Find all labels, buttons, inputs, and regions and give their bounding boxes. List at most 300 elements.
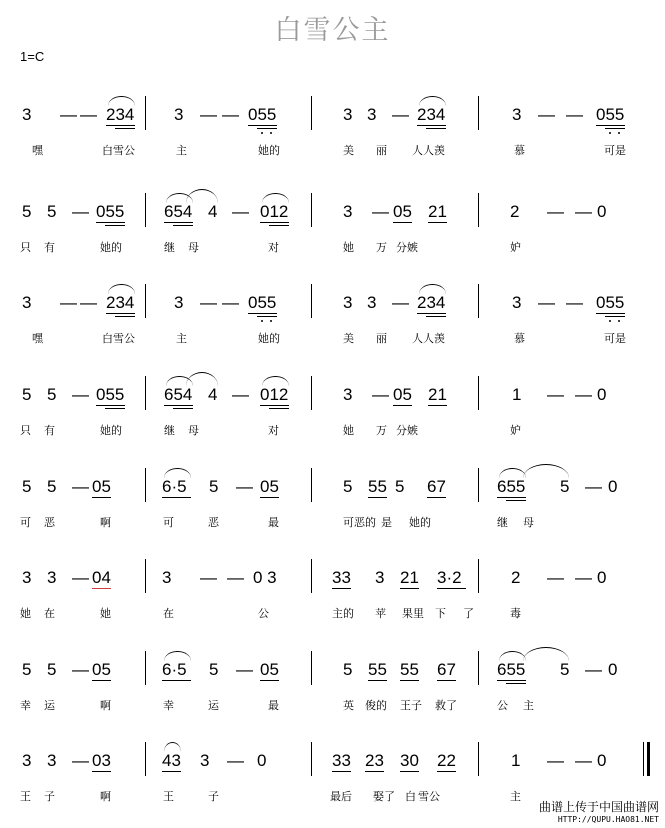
bar-line: [478, 468, 479, 502]
note: 5: [47, 202, 57, 221]
beam-line: [437, 680, 456, 681]
bar-line: [478, 96, 479, 130]
beam-line: [92, 588, 111, 589]
beam-line: [164, 405, 193, 406]
lyric-syllable: 在: [163, 607, 174, 620]
note: 3: [512, 293, 522, 312]
low-octave-dot: [618, 132, 620, 134]
final-bar-thin: [643, 742, 644, 776]
beam-line-2: [605, 316, 625, 317]
beam-line: [400, 680, 419, 681]
lyric-syllable: 王子: [400, 699, 422, 712]
bar-line: [311, 651, 312, 685]
note: 055: [248, 293, 277, 312]
lyric-syllable: 她的: [409, 516, 431, 529]
note: —: [227, 751, 244, 770]
note: 23: [365, 751, 384, 770]
beam-line: [497, 497, 526, 498]
lyric-syllable: 人人羡: [412, 144, 445, 157]
note: 3: [22, 105, 32, 124]
lyric-syllable: 继: [164, 424, 175, 437]
note: —: [200, 293, 217, 312]
note: —: [80, 293, 97, 312]
note: 2: [510, 202, 520, 221]
slur: [419, 96, 446, 106]
bar-line: [478, 284, 479, 318]
beam-line-2: [105, 225, 125, 226]
site-credit: [539, 798, 659, 824]
note: 655: [497, 477, 526, 496]
note: 3·2: [437, 568, 462, 587]
slur: [499, 468, 526, 478]
bar-line: [311, 559, 312, 593]
note: 05: [92, 477, 111, 496]
lyric-syllable: 美: [343, 332, 354, 345]
note: 1: [512, 385, 522, 404]
bar-line: [145, 742, 146, 776]
lyric-syllable: 主的: [332, 607, 354, 620]
bar-line: [145, 468, 146, 502]
lyric-syllable: 子: [208, 790, 219, 803]
lyric-syllable: 公: [497, 699, 508, 712]
beam-line: [164, 222, 193, 223]
beam-line-2: [506, 683, 526, 684]
note: 33: [332, 568, 351, 587]
lyric-syllable: 苹: [375, 607, 386, 620]
beam-line: [400, 588, 419, 589]
slur: [164, 742, 181, 752]
lyric-syllable: 母: [188, 241, 199, 254]
lyric-syllable: 母: [188, 424, 199, 437]
beam-line: [428, 405, 447, 406]
note: 05: [393, 385, 412, 404]
note: 55: [400, 660, 419, 679]
note: 4: [208, 385, 218, 404]
beam-line-2: [115, 128, 135, 129]
beam-line: [92, 497, 111, 498]
note: —: [222, 105, 239, 124]
note: —: [236, 477, 253, 496]
lyric-syllable: 她: [343, 241, 354, 254]
lyric-syllable: 主: [510, 790, 521, 803]
beam-line: [106, 313, 135, 314]
note: 0: [597, 385, 607, 404]
lyric-syllable: 她的: [258, 332, 280, 345]
beam-line: [596, 125, 625, 126]
slur: [262, 193, 289, 203]
note: 055: [596, 293, 625, 312]
lyric-syllable: 可: [163, 516, 174, 529]
note: —: [80, 105, 97, 124]
lyric-syllable: 丽: [376, 144, 387, 157]
lyric-syllable: 救了: [435, 699, 457, 712]
beam-line: [260, 222, 289, 223]
low-octave-dot: [618, 320, 620, 322]
note: —: [72, 751, 89, 770]
note: 05: [260, 660, 279, 679]
note: 5: [560, 477, 570, 496]
bar-line: [311, 193, 312, 227]
lyric-syllable: 继: [497, 516, 508, 529]
lyric-syllable: 母: [523, 516, 534, 529]
slur: [164, 651, 191, 661]
lyric-syllable: 运: [44, 699, 55, 712]
note: 3: [375, 568, 385, 587]
note: 012: [260, 202, 289, 221]
note: 0 3: [253, 568, 277, 587]
lyric-syllable: 嘿: [32, 332, 43, 345]
lyric-syllable: 啊: [100, 790, 111, 803]
lyric-syllable: 她的: [100, 424, 122, 437]
beam-line: [437, 588, 466, 589]
note: —: [72, 660, 89, 679]
lyric-syllable: 英: [343, 699, 354, 712]
note: 5: [22, 202, 32, 221]
note: 05: [260, 477, 279, 496]
note: 055: [96, 385, 125, 404]
note: 055: [248, 105, 277, 124]
lyric-syllable: 慕: [514, 332, 525, 345]
note: —: [585, 477, 602, 496]
low-octave-dot: [270, 320, 272, 322]
note: 5: [209, 477, 219, 496]
lyric-syllable: 主: [176, 332, 187, 345]
beam-line: [162, 680, 191, 681]
note: 0: [597, 202, 607, 221]
note: 21: [428, 202, 447, 221]
beam-line-2: [115, 316, 135, 317]
note: 5: [209, 660, 219, 679]
note: —: [538, 293, 555, 312]
note: 55: [368, 660, 387, 679]
slur: [499, 651, 526, 661]
beam-line-2: [173, 225, 193, 226]
bar-line: [311, 96, 312, 130]
beam-line: [106, 125, 135, 126]
beam-line: [393, 405, 412, 406]
key-signature: 1=C: [20, 49, 45, 64]
note: —: [372, 202, 389, 221]
note: —: [232, 202, 249, 221]
beam-line: [248, 125, 277, 126]
beam-line: [248, 313, 277, 314]
note: 30: [400, 751, 419, 770]
note: —: [392, 293, 409, 312]
beam-line: [365, 771, 384, 772]
note: 0: [597, 568, 607, 587]
note: —: [232, 385, 249, 404]
lyric-syllable: 毒: [510, 607, 521, 620]
beam-line-2: [257, 128, 277, 129]
note: 3: [367, 105, 377, 124]
lyric-syllable: 可是: [604, 332, 626, 345]
lyric-syllable: 可: [20, 516, 31, 529]
bar-line: [145, 193, 146, 227]
note: —: [60, 105, 77, 124]
beam-line: [437, 771, 456, 772]
note: 5: [343, 477, 353, 496]
lyric-syllable: 俊的: [365, 699, 387, 712]
note: —: [547, 751, 564, 770]
lyric-syllable: 对: [268, 241, 279, 254]
final-bar-thick: [647, 742, 650, 776]
lyric-syllable: 继: [164, 241, 175, 254]
credit-site: 曲谱上传于中国曲谱网: [538, 800, 659, 814]
note: 5: [22, 477, 32, 496]
low-octave-dot: [609, 320, 611, 322]
bar-line: [145, 284, 146, 318]
note: 5: [560, 660, 570, 679]
lyric-syllable: 妒: [510, 424, 521, 437]
note: —: [222, 293, 239, 312]
beam-line: [162, 497, 191, 498]
note: 3: [174, 293, 184, 312]
note: 0: [608, 660, 618, 679]
lyric-syllable: 分嫉: [396, 424, 418, 437]
lyric-syllable: 幸: [163, 699, 174, 712]
note: —: [547, 568, 564, 587]
slur: [164, 468, 191, 478]
note: 3: [162, 568, 172, 587]
tie: [523, 464, 569, 478]
bar-line: [145, 559, 146, 593]
beam-line: [92, 771, 111, 772]
note: 21: [400, 568, 419, 587]
lyric-syllable: 最: [268, 699, 279, 712]
lyric-syllable: 公: [258, 607, 269, 620]
bar-line: [145, 96, 146, 130]
note: 22: [437, 751, 456, 770]
note: —: [72, 385, 89, 404]
note: 67: [437, 660, 456, 679]
note: —: [200, 568, 217, 587]
note: 234: [417, 293, 446, 312]
lyric-syllable: 啊: [100, 516, 111, 529]
lyric-syllable: 她: [20, 607, 31, 620]
note: 05: [92, 660, 111, 679]
bar-line: [478, 742, 479, 776]
beam-line: [96, 405, 125, 406]
bar-line: [311, 742, 312, 776]
note: 5: [22, 385, 32, 404]
lyric-syllable: 人人羡: [412, 332, 445, 345]
beam-line: [417, 125, 446, 126]
credit-url: HTTP://QUPU.HAO81.NET: [557, 815, 659, 824]
note: 03: [92, 751, 111, 770]
beam-line-2: [173, 408, 193, 409]
note: 21: [428, 385, 447, 404]
beam-line-2: [426, 316, 446, 317]
note: —: [236, 660, 253, 679]
bar-line: [311, 284, 312, 318]
lyric-syllable: 妒: [510, 241, 521, 254]
note: 5: [343, 660, 353, 679]
bar-line: [145, 651, 146, 685]
note: 3: [343, 293, 353, 312]
note: —: [392, 105, 409, 124]
lyric-syllable: 主: [523, 699, 534, 712]
note: 0: [257, 751, 267, 770]
lyric-syllable: 可是: [604, 144, 626, 157]
bar-line: [311, 468, 312, 502]
note: —: [585, 660, 602, 679]
lyric-syllable: 娶了: [373, 790, 395, 803]
lyric-syllable: 主: [176, 144, 187, 157]
note: —: [72, 202, 89, 221]
lyric-syllable: 恶: [44, 516, 55, 529]
bar-line: [145, 376, 146, 410]
beam-line: [96, 222, 125, 223]
lyric-syllable: 最后: [330, 790, 352, 803]
lyric-syllable: 是: [381, 516, 392, 529]
note: 3: [367, 293, 377, 312]
note: 234: [106, 105, 135, 124]
note: 33: [332, 751, 351, 770]
beam-line: [368, 680, 387, 681]
lyric-syllable: 分嫉: [396, 241, 418, 254]
note: 234: [106, 293, 135, 312]
beam-line: [260, 680, 279, 681]
note: 5: [395, 477, 405, 496]
lyric-syllable: 白雪公: [102, 144, 135, 157]
note: 3: [22, 293, 32, 312]
note: —: [547, 385, 564, 404]
note: —: [575, 568, 592, 587]
beam-line: [260, 405, 289, 406]
lyric-syllable: 万: [376, 241, 387, 254]
note: 4: [208, 202, 218, 221]
lyric-syllable: 慕: [514, 144, 525, 157]
beam-line: [368, 497, 387, 498]
note: —: [72, 568, 89, 587]
bar-line: [478, 651, 479, 685]
lyric-syllable: 她的: [258, 144, 280, 157]
lyric-syllable: 子: [44, 790, 55, 803]
lyric-syllable: 只: [20, 424, 31, 437]
slur: [262, 376, 289, 386]
beam-line: [92, 680, 111, 681]
note: 3: [343, 202, 353, 221]
lyric-syllable: 嘿: [32, 144, 43, 157]
note: 5: [47, 385, 57, 404]
beam-line: [428, 222, 447, 223]
beam-line: [596, 313, 625, 314]
lyric-syllable: 她: [343, 424, 354, 437]
lyric-syllable: 在: [44, 607, 55, 620]
lyric-syllable: 可恶的: [343, 516, 376, 529]
beam-line: [427, 497, 446, 498]
lyric-syllable: 运: [208, 699, 219, 712]
tie: [523, 647, 569, 661]
beam-line: [417, 313, 446, 314]
note: 55: [368, 477, 387, 496]
low-octave-dot: [270, 132, 272, 134]
note: 0: [597, 751, 607, 770]
lyric-syllable: 雪公: [418, 790, 440, 803]
beam-line-2: [257, 316, 277, 317]
note: 234: [417, 105, 446, 124]
note: 0: [608, 477, 618, 496]
lyric-syllable: 万: [376, 424, 387, 437]
note: 655: [497, 660, 526, 679]
tie: [186, 372, 218, 386]
note: 3: [47, 751, 57, 770]
note: —: [200, 105, 217, 124]
note: —: [538, 105, 555, 124]
beam-line: [162, 771, 181, 772]
tie: [186, 189, 218, 203]
note: 3: [200, 751, 210, 770]
lyric-syllable: 对: [268, 424, 279, 437]
beam-line-2: [269, 408, 289, 409]
note: 04: [92, 568, 111, 587]
note: 012: [260, 385, 289, 404]
note: 5: [22, 660, 32, 679]
note: 654: [164, 385, 193, 404]
slur: [108, 96, 135, 106]
note: 654: [164, 202, 193, 221]
note: —: [575, 751, 592, 770]
note: —: [566, 293, 583, 312]
beam-line-2: [426, 128, 446, 129]
note: —: [72, 477, 89, 496]
lyric-syllable: 白雪公: [102, 332, 135, 345]
lyric-syllable: 王: [20, 790, 31, 803]
note: 5: [47, 660, 57, 679]
beam-line: [332, 588, 351, 589]
note: 055: [96, 202, 125, 221]
beam-line: [400, 771, 419, 772]
lyric-syllable: 有: [44, 424, 55, 437]
lyric-syllable: 丽: [376, 332, 387, 345]
note: —: [575, 385, 592, 404]
note: —: [547, 202, 564, 221]
beam-line-2: [105, 408, 125, 409]
beam-line: [332, 771, 351, 772]
slur: [419, 284, 446, 294]
beam-line-2: [269, 225, 289, 226]
note: —: [575, 202, 592, 221]
lyric-syllable: 下: [435, 607, 446, 620]
lyric-syllable: 果里: [402, 607, 424, 620]
low-octave-dot: [261, 132, 263, 134]
note: 3: [343, 385, 353, 404]
note: 3: [47, 568, 57, 587]
bar-line: [478, 193, 479, 227]
note: —: [372, 385, 389, 404]
lyric-syllable: 白: [405, 790, 416, 803]
note: 05: [393, 202, 412, 221]
note: 6·5: [162, 660, 187, 679]
note: 2: [511, 568, 521, 587]
bar-line: [478, 559, 479, 593]
note: —: [566, 105, 583, 124]
note: 43: [162, 751, 181, 770]
lyric-syllable: 她: [100, 607, 111, 620]
note: 5: [47, 477, 57, 496]
lyric-syllable: 恶: [208, 516, 219, 529]
slur: [108, 284, 135, 294]
lyric-syllable: 幸: [20, 699, 31, 712]
beam-line-2: [605, 128, 625, 129]
lyric-syllable: 王: [163, 790, 174, 803]
song-title: 白雪公主: [274, 15, 391, 46]
note: 3: [343, 105, 353, 124]
note: 3: [512, 105, 522, 124]
low-octave-dot: [261, 320, 263, 322]
lyric-syllable: 啊: [100, 699, 111, 712]
lyric-syllable: 有: [44, 241, 55, 254]
